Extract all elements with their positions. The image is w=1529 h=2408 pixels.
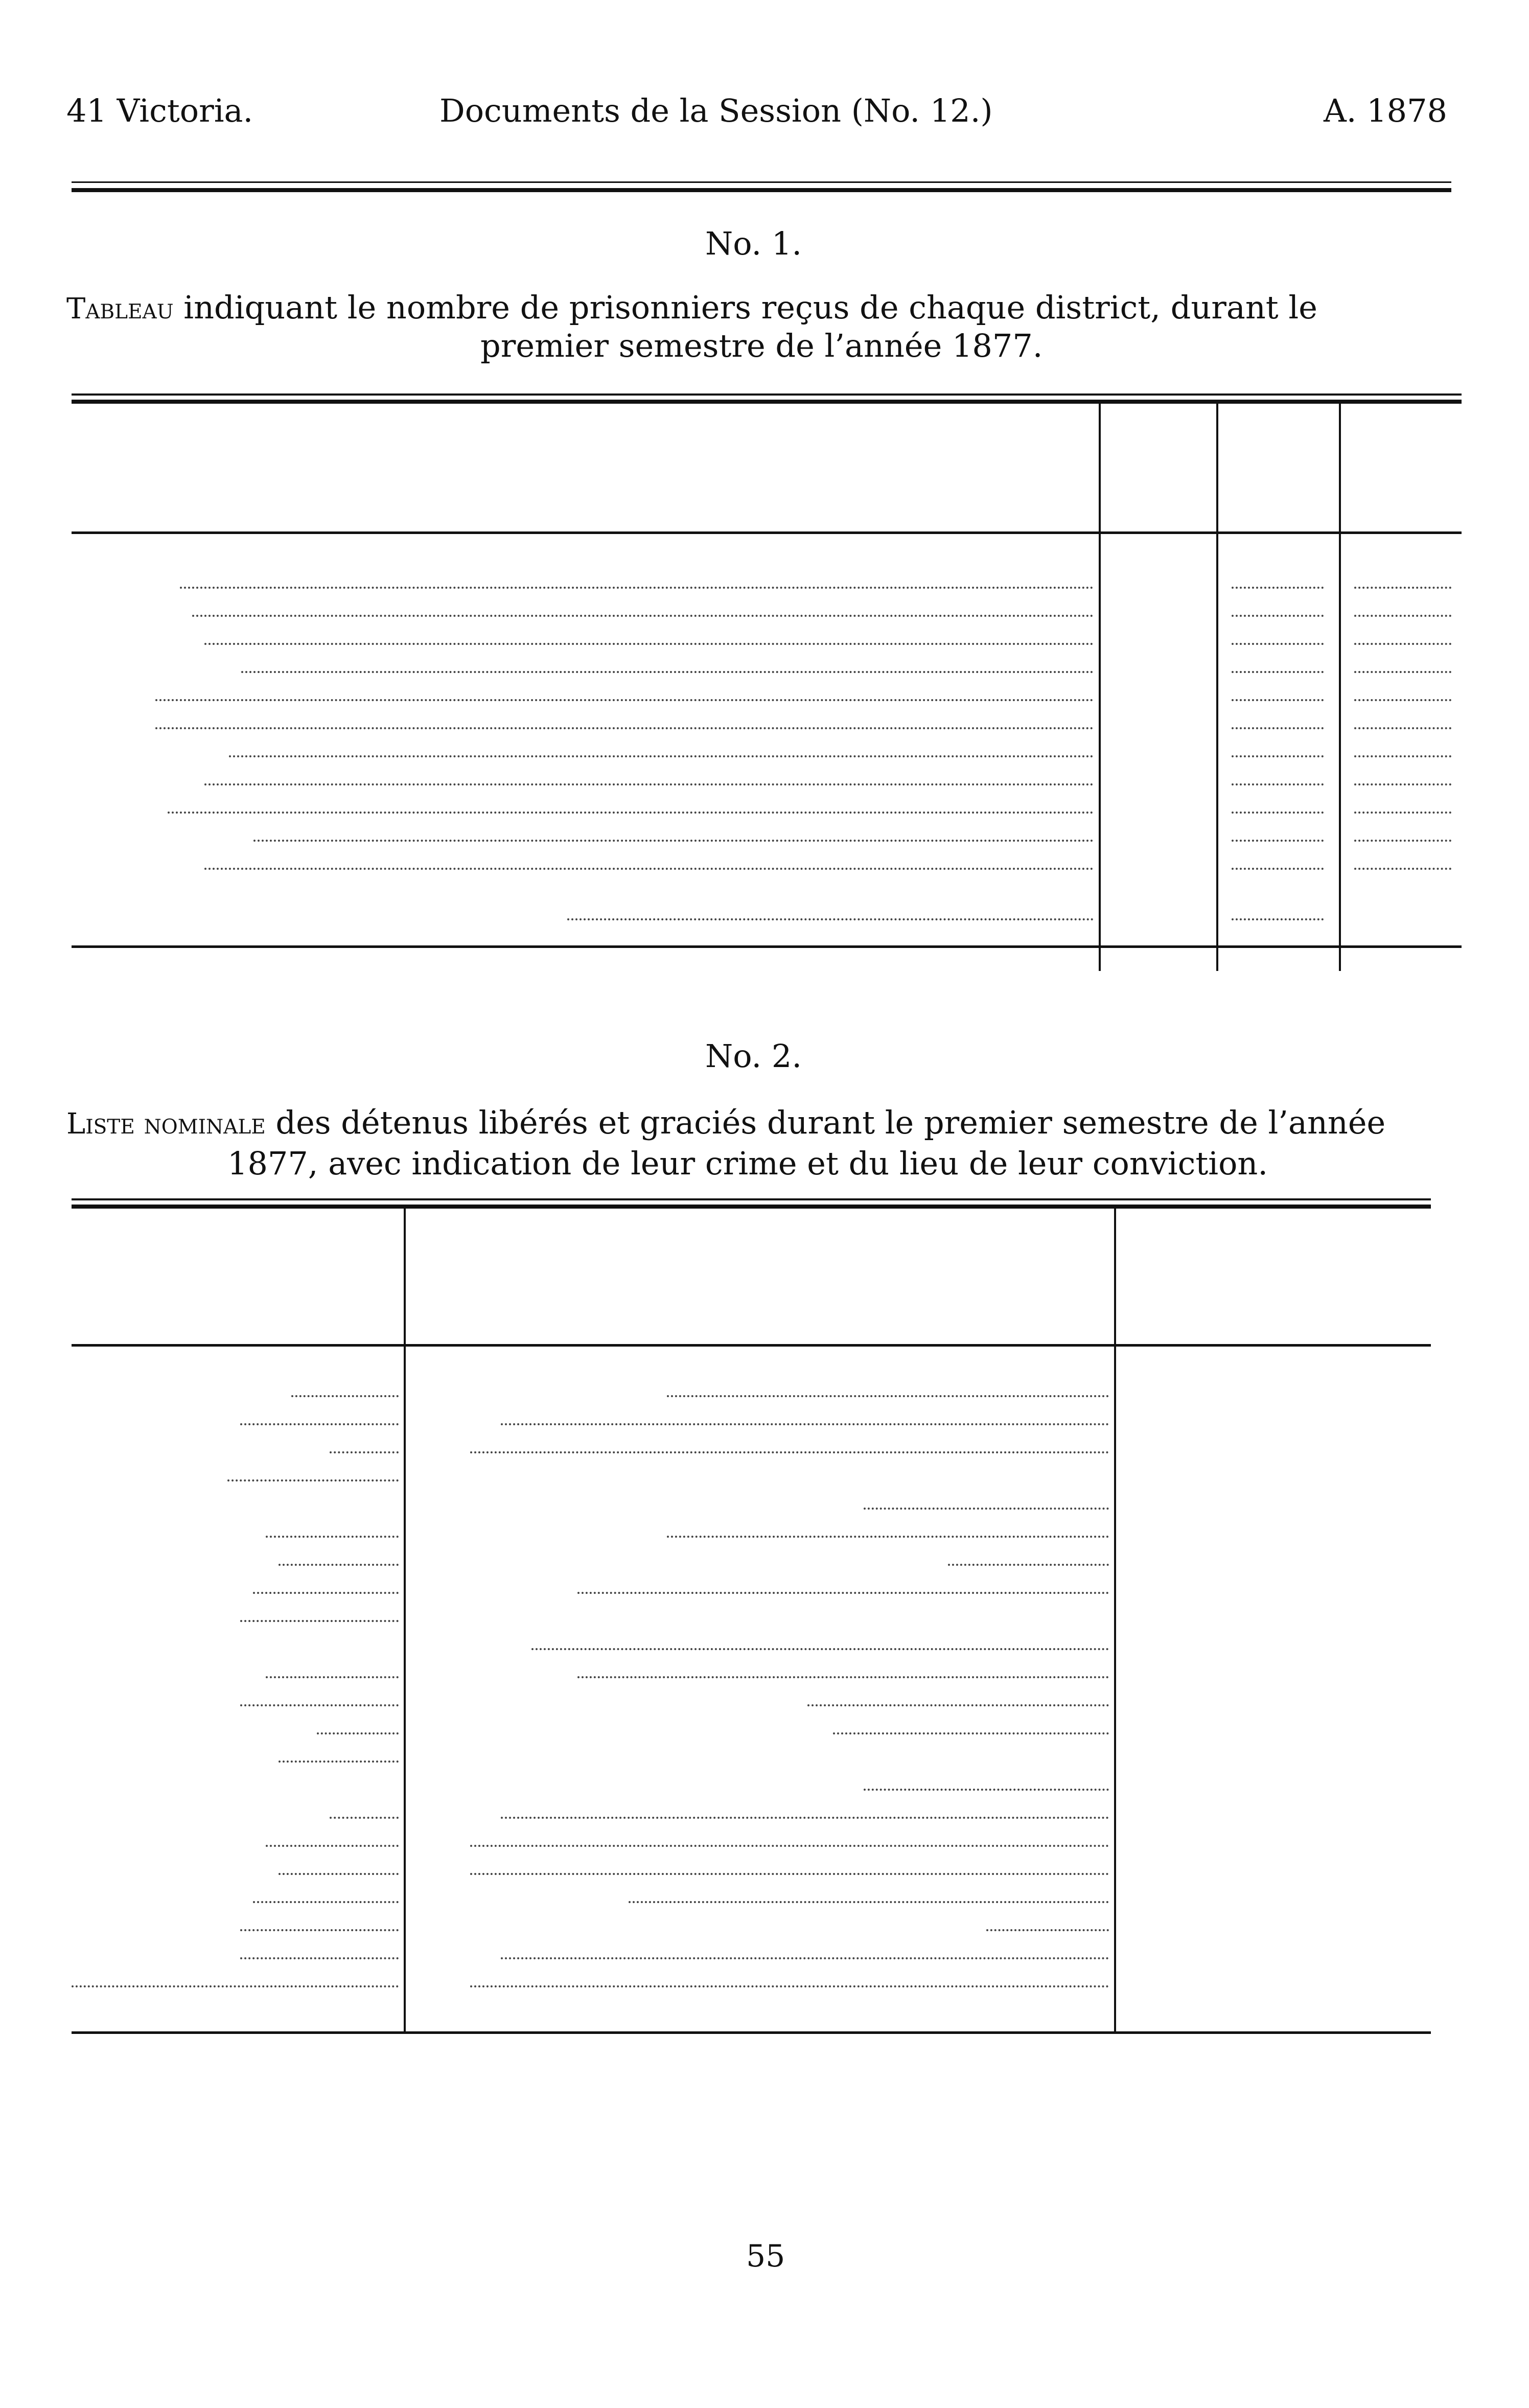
total-empty [1354, 783, 1451, 785]
leader-dots [470, 1985, 1109, 1987]
table-row [0, 736, 1529, 764]
table-row [0, 1431, 1529, 1459]
leader-dots [501, 1817, 1109, 1819]
table2-title-line1 [66, 1104, 1385, 1141]
table2-rule-top-thick [72, 1205, 1431, 1209]
table-row [0, 1740, 1529, 1768]
table-row [0, 1796, 1529, 1824]
leader-dots [864, 1789, 1109, 1791]
total-empty [1354, 615, 1451, 617]
total-empty [1354, 727, 1451, 729]
table-row [0, 1375, 1529, 1403]
leader-dots [807, 1704, 1109, 1706]
table2-rule-header [72, 1344, 1431, 1347]
table-row [0, 1515, 1529, 1543]
leader-dots [577, 1676, 1109, 1678]
leader-dots [833, 1732, 1109, 1734]
table1-rule-bottom [72, 945, 1462, 948]
total-femmes-empty [1232, 918, 1324, 920]
leader-dots [240, 1620, 399, 1622]
femmes-empty [1232, 755, 1324, 757]
leader-dots [667, 1395, 1109, 1397]
leader-dots [180, 587, 1094, 589]
leader-dots [241, 671, 1094, 673]
total-empty [1354, 755, 1451, 757]
total-empty [1354, 671, 1451, 673]
leader-dots [192, 615, 1094, 617]
table-row [0, 1881, 1529, 1909]
leader-dots [279, 1564, 399, 1566]
leader-dots [567, 918, 1094, 920]
leader-dots [72, 1985, 399, 1987]
header-left: 41 Victoria. [66, 92, 253, 129]
table-row [0, 1487, 1529, 1515]
table1-total-row [0, 897, 1529, 928]
table2-rule-top-thin [72, 1198, 1431, 1200]
table2-title-text: des détenus libérés et graciés durant le premier semestre de l’année [265, 1104, 1386, 1141]
leader-dots [501, 1423, 1109, 1425]
table1-rule-header [72, 531, 1462, 534]
leader-dots [253, 1901, 399, 1903]
table-row [0, 1459, 1529, 1487]
table-row [0, 820, 1529, 848]
leader-dots [279, 1761, 399, 1763]
table-row [0, 1656, 1529, 1684]
leader-dots [531, 1648, 1109, 1650]
header-rule-thin [72, 181, 1451, 183]
femmes-empty [1232, 587, 1324, 589]
table1-title-line1 [66, 289, 1317, 326]
femmes-empty [1232, 727, 1324, 729]
table-row [0, 652, 1529, 680]
page-number: 55 [746, 2238, 785, 2274]
femmes-empty [1232, 671, 1324, 673]
leader-dots [501, 1957, 1109, 1959]
table1-number: No. 1. [705, 225, 802, 262]
table1-title-line2: premier semestre de l’année 1877. [480, 327, 1043, 364]
table-row [0, 1628, 1529, 1656]
leader-dots [864, 1508, 1109, 1510]
table-row [0, 1937, 1529, 1965]
leader-dots [168, 812, 1094, 814]
table-row [0, 708, 1529, 736]
table-row [0, 1768, 1529, 1796]
leader-dots [629, 1901, 1109, 1903]
table1-rule-top-thick [72, 400, 1462, 404]
leader-dots [240, 1929, 399, 1931]
table1-title-lead: Tableau [66, 292, 174, 326]
femmes-empty [1232, 783, 1324, 785]
leader-dots [291, 1395, 399, 1397]
table-row [0, 1853, 1529, 1881]
table-row [0, 680, 1529, 708]
leader-dots [266, 1676, 399, 1678]
table1-title-text: indiquant le nombre de prisonniers reçus de chaque district, durant le [173, 289, 1317, 326]
leader-dots [155, 699, 1094, 701]
table-row [0, 1571, 1529, 1600]
table-row [0, 792, 1529, 820]
leader-dots [470, 1873, 1109, 1875]
table-row [0, 1909, 1529, 1937]
header-title: Documents de la Session (No. 12.) [439, 92, 993, 129]
table-row [0, 848, 1529, 876]
total-empty [1354, 587, 1451, 589]
leader-dots [577, 1592, 1109, 1594]
table2-title-line2: 1877, avec indication de leur crime et du lieu de leur conviction. [227, 1145, 1268, 1182]
total-empty [1354, 699, 1451, 701]
leader-dots [155, 727, 1094, 729]
header-rule-thick [72, 188, 1451, 192]
leader-dots [279, 1873, 399, 1875]
leader-dots [229, 755, 1094, 757]
table-row [0, 1684, 1529, 1712]
femmes-empty [1232, 868, 1324, 870]
table-row [0, 1600, 1529, 1628]
leader-dots [227, 1479, 399, 1481]
table-row [0, 1403, 1529, 1431]
table-row [0, 567, 1529, 595]
leader-dots [240, 1957, 399, 1959]
leader-dots [266, 1536, 399, 1538]
leader-dots [948, 1564, 1109, 1566]
leader-dots [240, 1704, 399, 1706]
leader-dots [204, 783, 1094, 785]
leader-dots [253, 840, 1094, 842]
table2-number: No. 2. [705, 1037, 802, 1075]
leader-dots [330, 1817, 399, 1819]
table2-title-lead: Liste nominale [66, 1107, 266, 1141]
leader-dots [986, 1929, 1109, 1931]
leader-dots [470, 1451, 1109, 1453]
table-row [0, 1712, 1529, 1740]
leader-dots [317, 1732, 399, 1734]
header-right: A. 1878 [1324, 92, 1447, 129]
femmes-empty [1232, 699, 1324, 701]
leader-dots [204, 643, 1094, 645]
leader-dots [330, 1451, 399, 1453]
femmes-empty [1232, 812, 1324, 814]
table2-rule-bottom [72, 2031, 1431, 2034]
total-empty [1354, 868, 1451, 870]
leader-dots [266, 1845, 399, 1847]
total-empty [1354, 812, 1451, 814]
table-row [0, 1543, 1529, 1571]
femmes-empty [1232, 615, 1324, 617]
leader-dots [667, 1536, 1109, 1538]
femmes-empty [1232, 643, 1324, 645]
table-row [0, 1824, 1529, 1853]
total-empty [1354, 643, 1451, 645]
leader-dots [470, 1845, 1109, 1847]
leader-dots [204, 868, 1094, 870]
total-empty [1354, 840, 1451, 842]
leader-dots [253, 1592, 399, 1594]
table-row [0, 764, 1529, 792]
table-row [0, 595, 1529, 623]
table-row [0, 623, 1529, 652]
leader-dots [240, 1423, 399, 1425]
table1-rule-top-thin [72, 393, 1462, 396]
femmes-empty [1232, 840, 1324, 842]
table-row [0, 1965, 1529, 1993]
